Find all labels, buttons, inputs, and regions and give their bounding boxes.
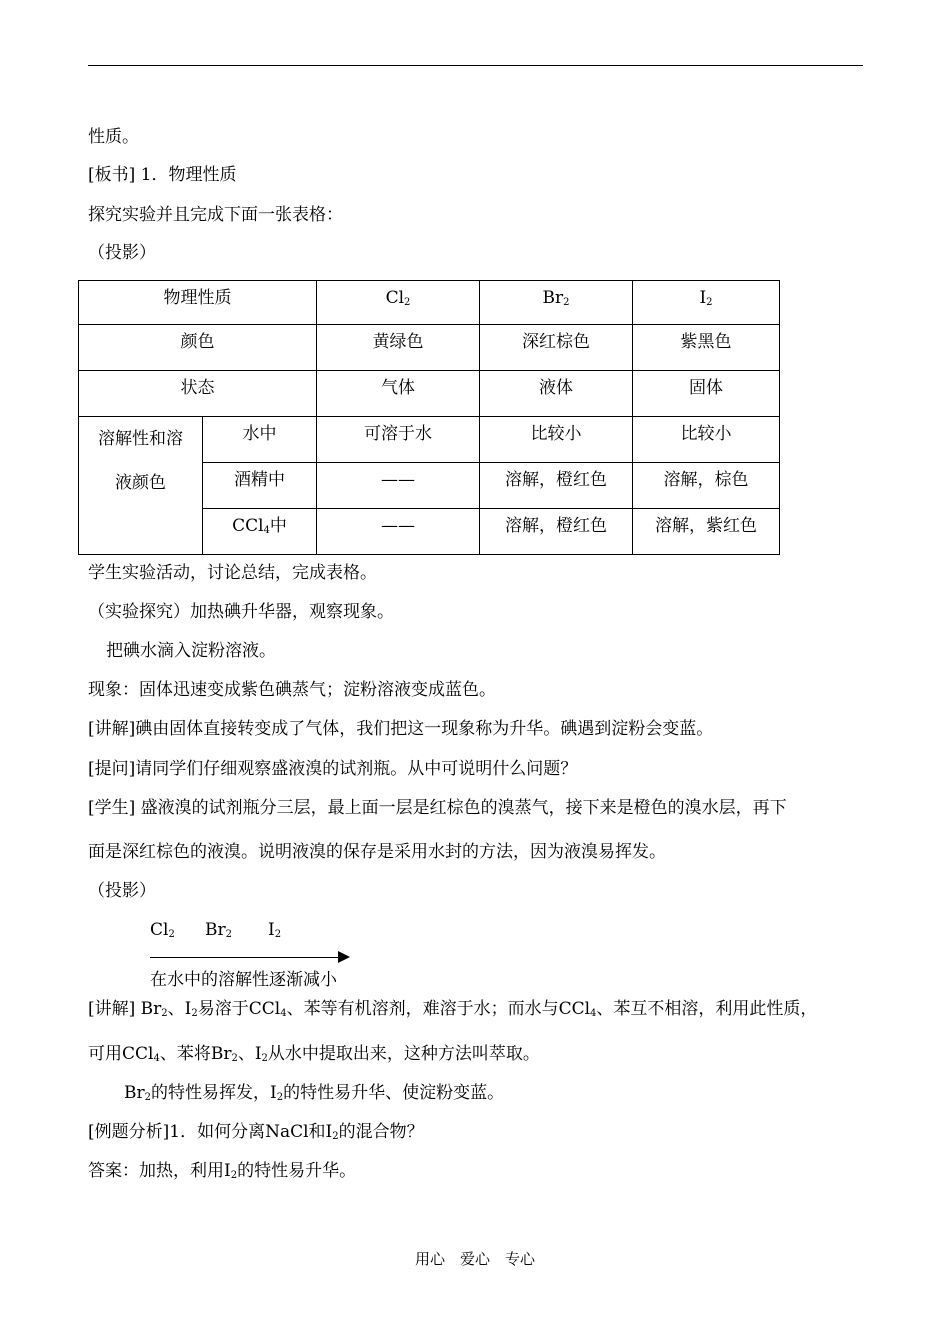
- text-line-5: 学生实验活动，讨论总结，完成表格。: [88, 563, 377, 583]
- trend-arrow-head-icon: [338, 951, 350, 963]
- text-line-2: [板书] 1．物理性质: [88, 165, 237, 185]
- trend-arrow-line: [150, 957, 345, 958]
- text-line-11: [学生] 盛液溴的试剂瓶分三层，最上面一层是红棕色的溴蒸气，接下来是橙色的溴水层，再下: [88, 798, 787, 818]
- text-line-15: 可用CCl$_4$、苯将$Br_2$、$I_2$从水中提取出来，这种方法叫萃取。: [88, 1044, 540, 1064]
- text-line-12: 面是深红棕色的液溴。说明液溴的保存是采用水封的方法，因为液溴易挥发。: [88, 842, 666, 862]
- cell-state-cl2: 气体: [317, 371, 480, 417]
- cell-alcohol-cl2: ——: [317, 463, 480, 509]
- row-label-solubility: 溶解性和溶 液颜色: [79, 417, 203, 555]
- text-line-1: 性质。: [88, 127, 139, 147]
- trend-caption: 在水中的溶解性逐渐减小: [150, 970, 337, 990]
- cell-ccl4-br2: 溶解，橙红色: [480, 509, 633, 555]
- table-header-i2: $I_2$: [633, 281, 780, 325]
- cell-alcohol-i2: 溶解，棕色: [633, 463, 780, 509]
- cell-color-i2: 紫黑色: [633, 325, 780, 371]
- cell-ccl4-i2: 溶解，紫红色: [633, 509, 780, 555]
- table-row-water: [79, 417, 780, 463]
- table-header-br2: $Br_2$: [480, 281, 633, 325]
- text-line-16: $Br_2$的特性易挥发，$I_2$的特性易升华、使淀粉变蓝。: [124, 1083, 505, 1103]
- row-label-state: 状态: [79, 371, 317, 417]
- text-line-6: （实验探究）加热碘升华器，观察现象。: [88, 602, 394, 622]
- text-line-4: （投影）: [88, 243, 156, 263]
- text-line-17: [例题分析]1．如何分离NaCl和$I_2$的混合物？: [88, 1122, 424, 1142]
- cell-state-br2: 液体: [480, 371, 633, 417]
- cell-water-i2: 比较小: [633, 417, 780, 463]
- cell-alcohol-br2: 溶解，橙红色: [480, 463, 633, 509]
- cell-color-cl2: 黄绿色: [317, 325, 480, 371]
- physical-properties-table: [78, 280, 780, 555]
- table-row-state: [79, 371, 780, 417]
- cell-water-cl2: 可溶于水: [317, 417, 480, 463]
- table-row-color: [79, 325, 780, 371]
- text-line-14: [讲解] $Br_2$、$I_2$易溶于CCl$_4$、苯等有机溶剂，难溶于水；而水与CCl$_4$、苯互不相溶，利用此性质，: [88, 999, 818, 1019]
- cell-water-br2: 比较小: [480, 417, 633, 463]
- text-line-7: 把碘水滴入淀粉溶液。: [106, 641, 276, 661]
- header-rule: [88, 65, 863, 66]
- table-header-property: 物理性质: [79, 281, 317, 325]
- row-label-water: 水中: [203, 417, 317, 463]
- text-line-18: 答案：加热，利用$I_2$的特性易升华。: [88, 1161, 357, 1181]
- halogen-br2: $Br_2$: [205, 920, 232, 940]
- text-line-10: [提问]请同学们仔细观察盛液溴的试剂瓶。从中可说明什么问题？: [88, 759, 578, 779]
- row-label-color: 颜色: [79, 325, 317, 371]
- row-label-alcohol: 酒精中: [203, 463, 317, 509]
- text-line-9: [讲解]碘由固体直接转变成了气体，我们把这一现象称为升华。碘遇到淀粉会变蓝。: [88, 719, 714, 739]
- cell-color-br2: 深红棕色: [480, 325, 633, 371]
- page-footer: 用心 爱心 专心: [414, 1250, 535, 1268]
- halogen-cl2: $Cl_2$: [150, 920, 175, 940]
- text-line-13: （投影）: [88, 881, 156, 901]
- halogen-i2: $I_2$: [268, 920, 282, 940]
- text-line-8: 现象：固体迅速变成紫色碘蒸气；淀粉溶液变成蓝色。: [88, 680, 496, 700]
- table-header-cl2: $Cl_2$: [317, 281, 480, 325]
- cell-ccl4-cl2: ——: [317, 509, 480, 555]
- cell-state-i2: 固体: [633, 371, 780, 417]
- text-line-3: 探究实验并且完成下面一张表格：: [88, 205, 343, 225]
- row-label-ccl4: CCl$_4$中: [203, 509, 317, 555]
